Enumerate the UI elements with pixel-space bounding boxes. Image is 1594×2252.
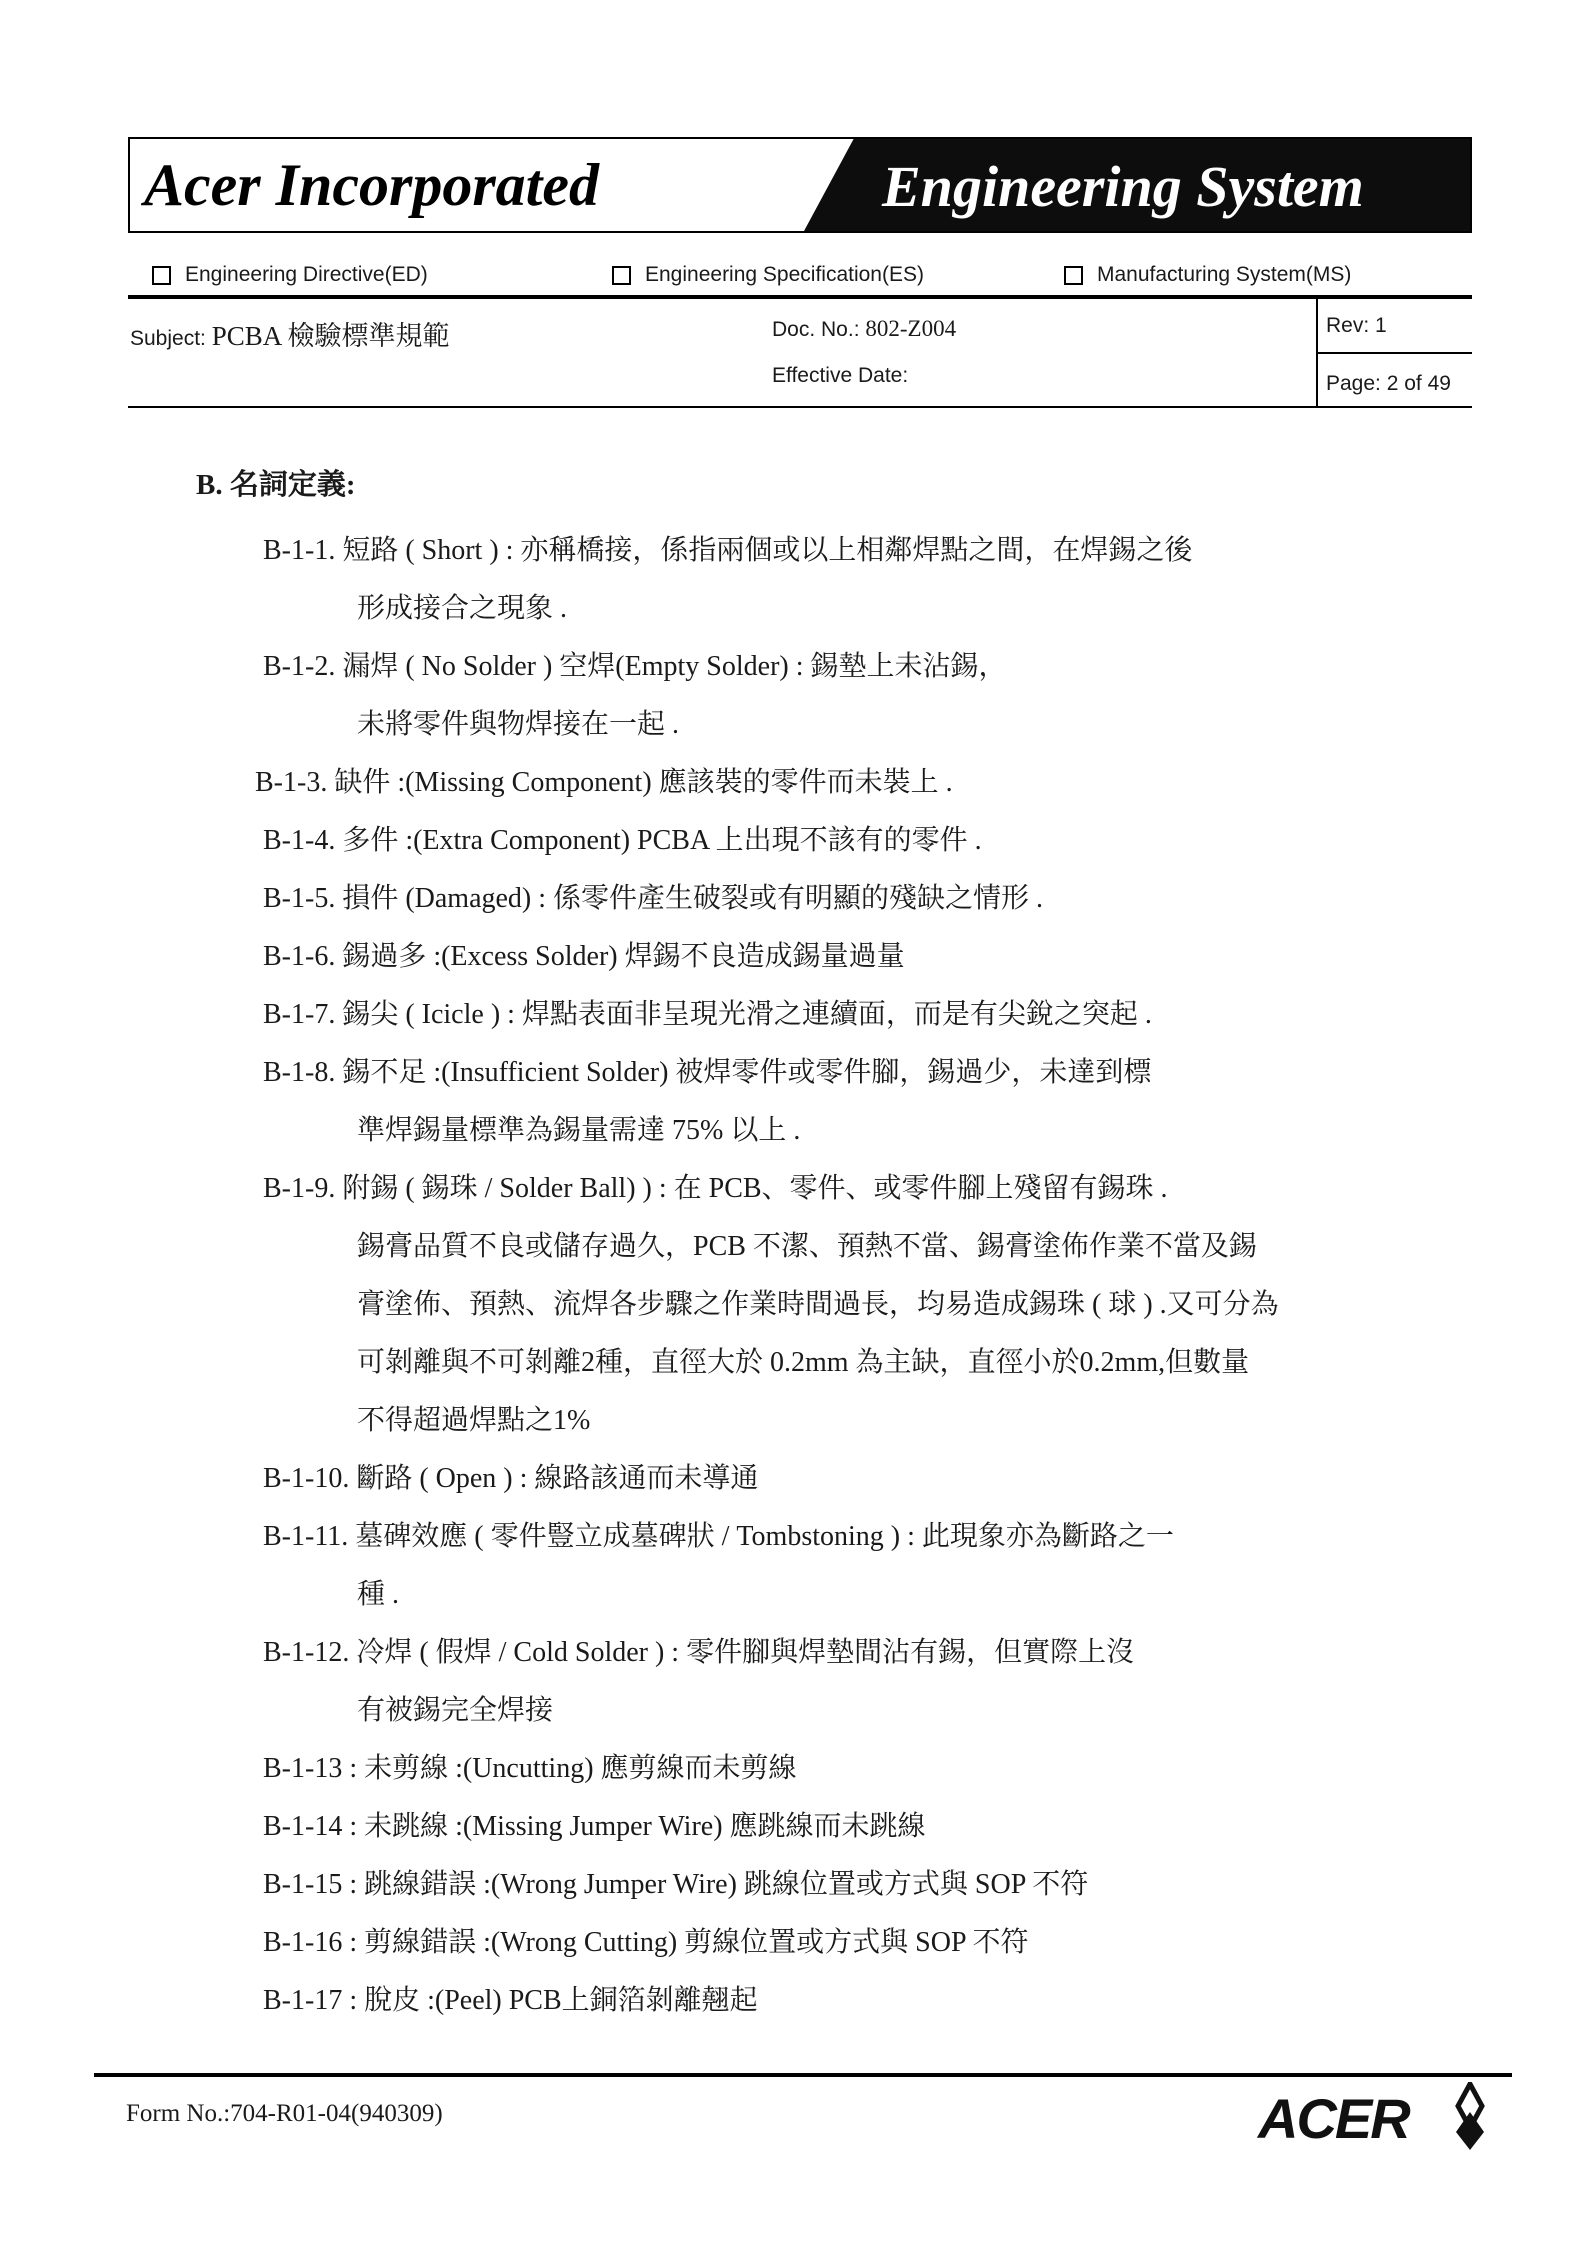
- checkbox-icon[interactable]: [152, 266, 171, 285]
- page-label: Page:: [1326, 372, 1381, 395]
- definition-continuation: 錫膏品質不良或儲存過久，PCB 不潔、預熱不當、錫膏塗佈作業不當及錫: [357, 1231, 1257, 1262]
- system-name: Engineering System: [882, 154, 1364, 219]
- doc-number-field: [772, 316, 956, 342]
- checkbox-icon[interactable]: [1064, 266, 1083, 285]
- doc-type-label: Manufacturing System(MS): [1097, 263, 1352, 286]
- company-name: Acer Incorporated: [144, 152, 599, 218]
- acer-emblem-icon: [1440, 2082, 1500, 2152]
- subject-field: [130, 314, 450, 353]
- revision-value: 1: [1375, 314, 1387, 337]
- checkbox-icon[interactable]: [612, 266, 631, 285]
- subject-value: PCBA 檢驗標準規範: [211, 321, 450, 351]
- doc-type-ms[interactable]: [1064, 263, 1351, 287]
- header-banner: [128, 137, 1472, 233]
- divider: [128, 295, 1472, 299]
- form-number: Form No.:704-R01-04(940309): [126, 2100, 443, 2127]
- definition-item: B-1-15 : 跳線錯誤 :(Wrong Jumper Wire) 跳線位置或方式與 SOP 不符: [263, 1869, 1089, 1900]
- acer-logo: ACER: [1258, 2087, 1409, 2150]
- definition-continuation: 未將零件與物焊接在一起 .: [357, 709, 680, 740]
- definition-continuation: 有被錫完全焊接: [357, 1695, 554, 1726]
- definition-continuation: 可剝離與不可剝離2種，直徑大於 0.2mm 為主缺，直徑小於0.2mm,但數量: [357, 1347, 1250, 1378]
- definition-continuation: 種 .: [357, 1579, 400, 1610]
- doc-number-label: Doc. No.:: [772, 318, 860, 341]
- doc-type-label: Engineering Specification(ES): [645, 263, 924, 286]
- definition-item: B-1-3. 缺件 :(Missing Component) 應該裝的零件而未裝上 .: [255, 767, 953, 798]
- definition-continuation: 準焊錫量標準為錫量需達 75% 以上 .: [357, 1115, 801, 1146]
- definition-item: B-1-11. 墓碑效應 ( 零件豎立成墓碑狀 / Tombstoning ) : 此現象亦為斷路之一: [263, 1521, 1174, 1552]
- page-number-field: [1326, 372, 1451, 396]
- definition-continuation: 膏塗佈、預熱、流焊各步驟之作業時間過長，均易造成錫珠 ( 球 ) .又可分為: [357, 1289, 1279, 1320]
- revision-label: Rev:: [1326, 314, 1370, 337]
- definition-item: B-1-8. 錫不足 :(Insufficient Solder) 被焊零件或零件腳，錫過少，未達到標: [263, 1057, 1152, 1088]
- doc-type-es[interactable]: [612, 263, 924, 287]
- effective-date-label: Effective Date:: [772, 364, 909, 387]
- definition-item: B-1-17 : 脫皮 :(Peel) PCB上銅箔剝離翹起: [263, 1985, 758, 2016]
- divider: [1316, 352, 1472, 354]
- definition-item: B-1-4. 多件 :(Extra Component) PCBA 上出現不該有的零件 .: [263, 825, 982, 856]
- definition-item: B-1-2. 漏焊 ( No Solder ) 空焊(Empty Solder) : 錫墊上未沾錫，: [263, 651, 1007, 682]
- page-value: 2 of 49: [1386, 372, 1451, 395]
- definition-item: B-1-7. 錫尖 ( Icicle ) : 焊點表面非呈現光滑之連續面，而是有尖銳之突起 .: [263, 999, 1152, 1030]
- doc-number-value: 802-Z004: [865, 316, 957, 341]
- definition-continuation: 形成接合之現象 .: [357, 593, 568, 624]
- doc-type-ed[interactable]: [152, 263, 428, 287]
- definition-item: B-1-9. 附錫 ( 錫珠 / Solder Ball) ) : 在 PCB、零件、或零件腳上殘留有錫珠 .: [263, 1173, 1168, 1204]
- definition-item: B-1-12. 冷焊 ( 假焊 / Cold Solder ) : 零件腳與焊墊間沾有錫，但實際上沒: [263, 1637, 1135, 1668]
- definition-item: B-1-6. 錫過多 :(Excess Solder) 焊錫不良造成錫量過量: [263, 941, 905, 972]
- footer-divider: [94, 2073, 1512, 2077]
- definition-item: B-1-10. 斷路 ( Open ) : 線路該通而未導通: [263, 1463, 759, 1494]
- revision-field: [1326, 314, 1387, 338]
- definition-item: B-1-13 : 未剪線 :(Uncutting) 應剪線而未剪線: [263, 1753, 797, 1784]
- section-heading: B. 名詞定義:: [196, 469, 356, 501]
- definition-list: [0, 522, 1594, 2030]
- definition-continuation: 不得超過焊點之1%: [357, 1405, 591, 1436]
- definition-item: B-1-1. 短路 ( Short ) : 亦稱橋接，係指兩個或以上相鄰焊點之間，在焊錫之後: [263, 535, 1193, 566]
- definition-item: B-1-5. 損件 (Damaged) : 係零件產生破裂或有明顯的殘缺之情形 .: [263, 883, 1044, 914]
- divider: [128, 406, 1472, 408]
- doc-type-label: Engineering Directive(ED): [185, 263, 428, 286]
- definition-item: B-1-14 : 未跳線 :(Missing Jumper Wire) 應跳線而未跳線: [263, 1811, 926, 1842]
- definition-item: B-1-16 : 剪線錯誤 :(Wrong Cutting) 剪線位置或方式與 SOP 不符: [263, 1927, 1029, 1958]
- subject-label: Subject:: [130, 327, 206, 350]
- effective-date-field: [772, 362, 908, 388]
